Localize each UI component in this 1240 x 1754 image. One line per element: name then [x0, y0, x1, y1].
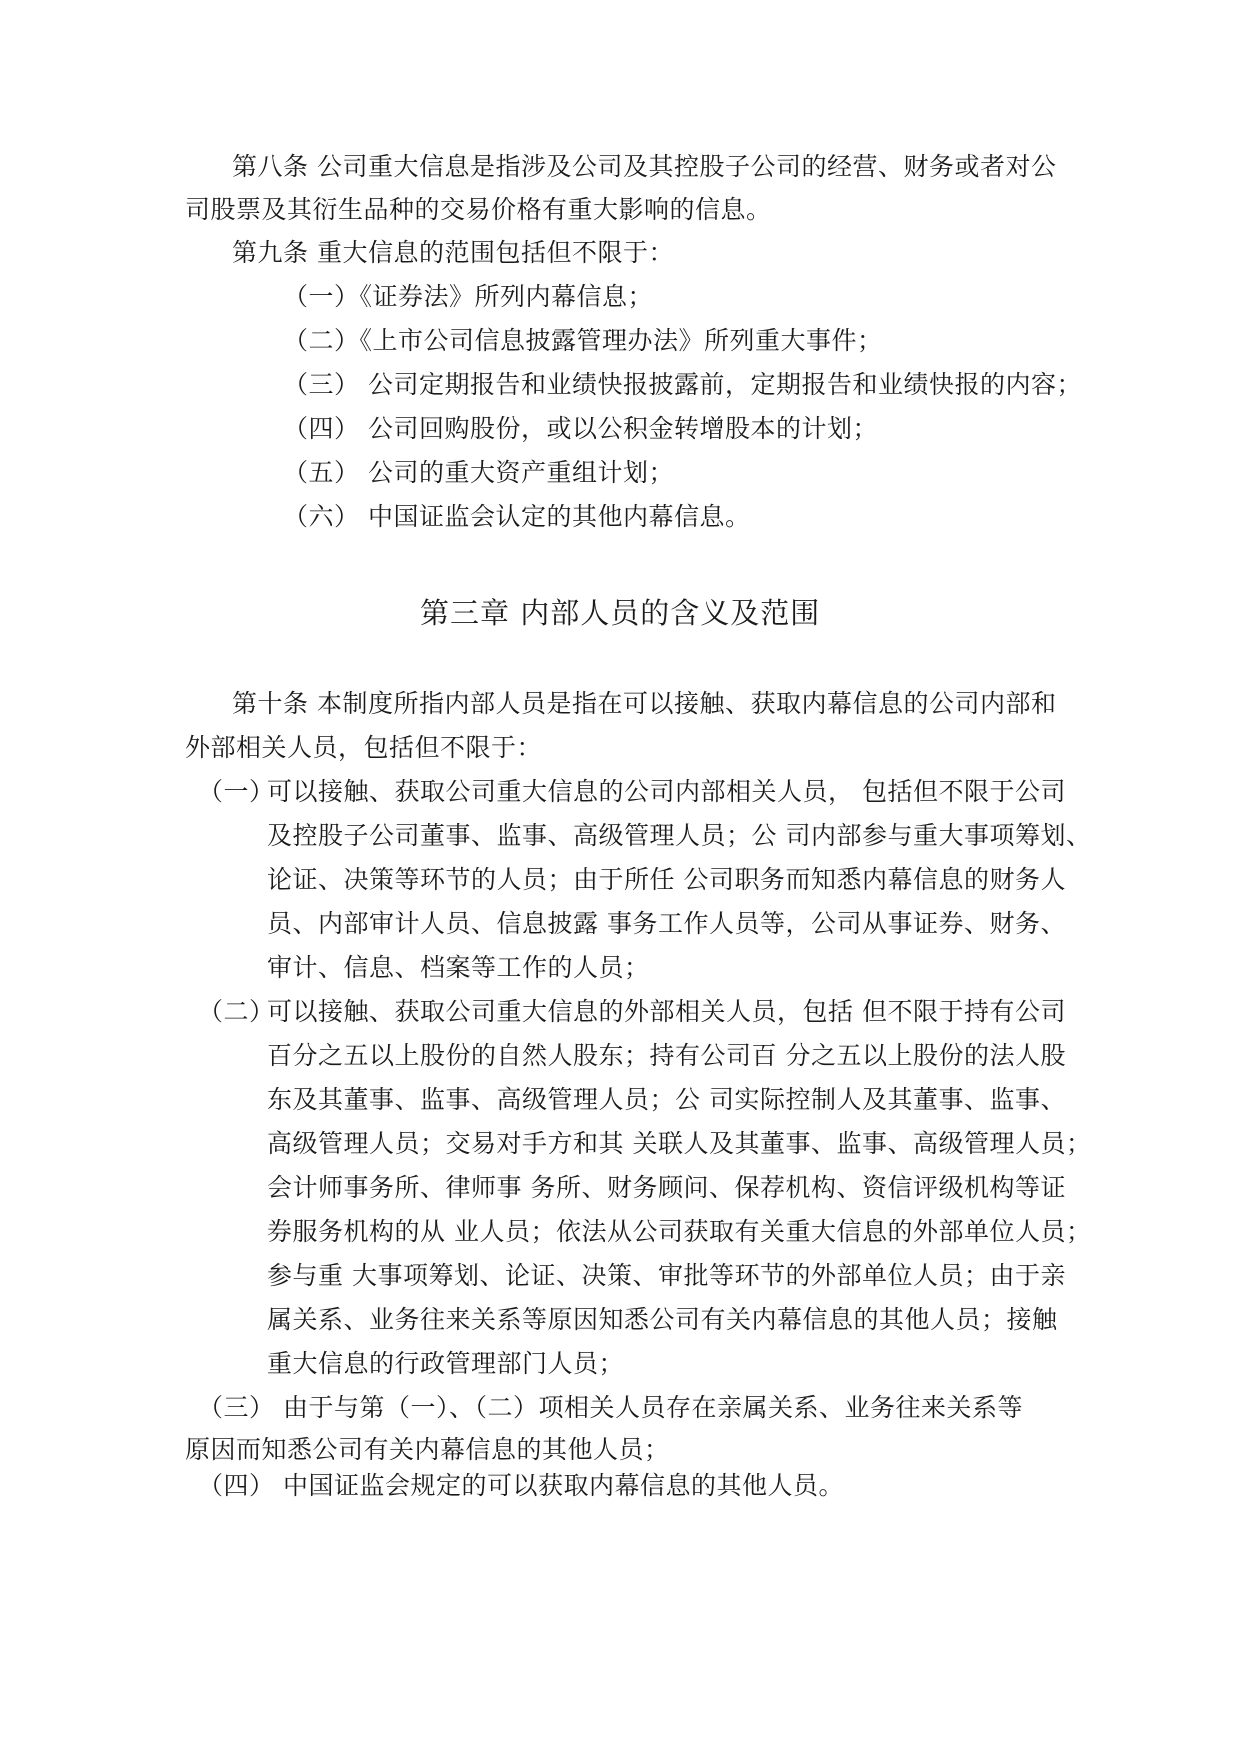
- article-10-item-2-line-1: 可以接触、获取公司重大信息的外部相关人员，包括 但不限于持有公司: [267, 997, 1066, 1026]
- article-10-item-2-line-3: 东及其董事、监事、高级管理人员；公 司实际控制人及其董事、监事、: [267, 1085, 1066, 1114]
- article-10-item-2-line-2: 百分之五以上股份的自然人股东；持有公司百 分之五以上股份的法人股: [267, 1041, 1066, 1070]
- article-10-item-3-line-1: （三） 由于与第（一）、（二）项相关人员存在亲属关系、业务往来关系等: [198, 1393, 1023, 1422]
- article-10-item-2-line-8: 属关系、业务往来关系等原因知悉公司有关内幕信息的其他人员；接触: [267, 1305, 1058, 1334]
- article-10-line-1: 第十条 本制度所指内部人员是指在可以接触、获取内幕信息的公司内部和: [232, 689, 1057, 718]
- article-10-item-2-line-6: 券服务机构的从 业人员；依法从公司获取有关重大信息的外部单位人员；: [267, 1217, 1092, 1246]
- article-10-item-1-line-2: 及控股子公司董事、监事、高级管理人员；公 司内部参与重大事项筹划、: [267, 821, 1092, 850]
- article-10-item-2-line-5: 会计师事务所、律师事 务所、财务顾问、保荐机构、资信评级机构等证: [267, 1173, 1066, 1202]
- article-10-item-1-line-4: 员、内部审计人员、信息披露 事务工作人员等，公司从事证券、财务、: [267, 909, 1066, 938]
- article-10-line-2: 外部相关人员，包括但不限于：: [185, 733, 543, 762]
- article-10-item-4: （四） 中国证监会规定的可以获取内幕信息的其他人员。: [198, 1471, 844, 1500]
- article-8-line-1: 第八条 公司重大信息是指涉及公司及其控股子公司的经营、财务或者对公: [232, 152, 1057, 181]
- article-9-item-6: （六） 中国证监会认定的其他内幕信息。: [283, 502, 751, 531]
- article-10-item-2-label: （二）: [198, 997, 275, 1026]
- article-8-line-2: 司股票及其衍生品种的交易价格有重大影响的信息。: [185, 195, 772, 224]
- article-9-item-2: （二）《上市公司信息披露管理办法》所列重大事件；: [283, 326, 883, 355]
- article-10-item-3-line-2: 原因而知悉公司有关内幕信息的其他人员；: [185, 1435, 670, 1464]
- article-10-item-2-line-7: 参与重 大事项筹划、论证、决策、审批等环节的外部单位人员；由于亲: [267, 1261, 1066, 1290]
- article-10-item-1-label: （一）: [198, 777, 275, 806]
- article-10-item-2-line-9: 重大信息的行政管理部门人员；: [267, 1349, 625, 1378]
- chapter-3-title: 第三章 内部人员的含义及范围: [420, 596, 821, 630]
- article-9-item-3: （三） 公司定期报告和业绩快报披露前，定期报告和业绩快报的内容；: [283, 370, 1082, 399]
- article-9-item-1: （一）《证券法》所列内幕信息；: [283, 282, 654, 311]
- article-10-item-1-line-1: 可以接触、获取公司重大信息的公司内部相关人员， 包括但不限于公司: [267, 777, 1066, 806]
- article-10-item-1-line-3: 论证、决策等环节的人员；由于所任 公司职务而知悉内幕信息的财务人: [267, 865, 1066, 894]
- article-10-item-1-line-5: 审计、信息、档案等工作的人员；: [267, 953, 650, 982]
- article-10-item-2-line-4: 高级管理人员；交易对手方和其 关联人及其董事、监事、高级管理人员；: [267, 1129, 1092, 1158]
- article-9-item-4: （四） 公司回购股份，或以公积金转增股本的计划；: [283, 414, 878, 443]
- article-9-intro: 第九条 重大信息的范围包括但不限于：: [232, 238, 674, 267]
- article-9-item-5: （五） 公司的重大资产重组计划；: [283, 458, 674, 487]
